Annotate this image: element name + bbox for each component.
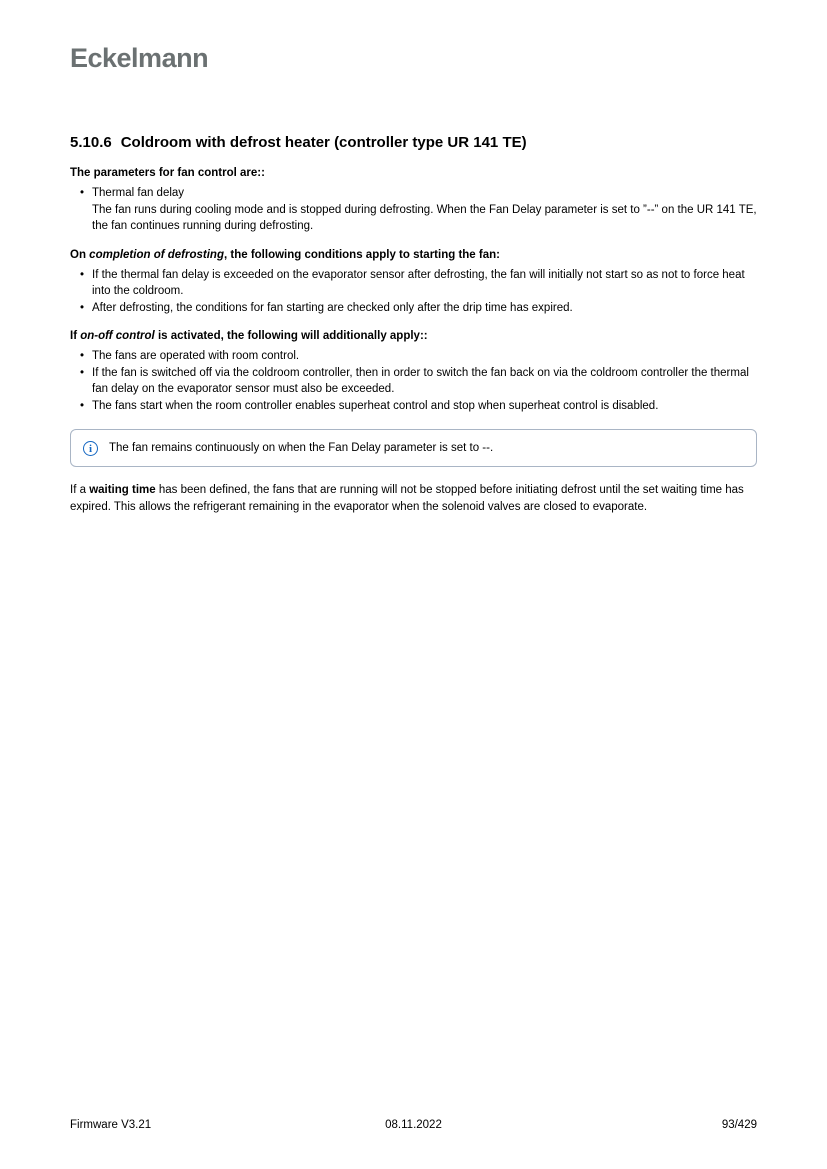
bullet-marker: • [80, 268, 85, 281]
section-heading [70, 133, 757, 153]
bullet-item [70, 365, 757, 398]
closing-paragraph [70, 482, 757, 515]
lead-fan-parameters: The parameters for fan control are:: [70, 167, 265, 179]
bullet-item [70, 185, 757, 235]
lead-on-off-control [70, 328, 757, 344]
lead-text: If [70, 330, 81, 342]
bullet-text: The fans start when the room controller enables superheat control and stop when superheat control is disabled. [92, 399, 659, 412]
paragraph-text: If a [70, 484, 90, 496]
bullet-text: The fans are operated with room control. [92, 350, 300, 362]
footer-page-number: 93/429 [721, 1119, 757, 1131]
bullet-list-on-off-control [70, 348, 757, 414]
paragraph-text: has been defined, the fans that are running will not be stopped before initiating defrost until the set waiting time has expired. This allows the refrigerant remaining in the evaporator when the solenoid valves are closed to evaporate. [70, 484, 744, 513]
bullet-list-completion [70, 267, 757, 317]
footer-date: 08.11.2022 [385, 1119, 442, 1131]
section-title: Coldroom with defrost heater (controller type UR 141 TE) [120, 134, 527, 151]
bullet-marker: • [80, 301, 85, 314]
bullet-item [70, 348, 757, 365]
bullet-marker: • [80, 399, 85, 412]
page-footer [70, 1118, 757, 1133]
lead-emphasis: completion of defrosting [89, 248, 224, 261]
lead-text: is activated, the following will additionally apply:: [154, 330, 428, 342]
lead-emphasis: on-off control [80, 330, 155, 342]
bullet-marker: • [80, 366, 85, 379]
bullet-item [70, 267, 757, 300]
bullet-line: Thermal fan delay [92, 187, 185, 199]
bullet-item [70, 300, 757, 317]
info-icon: i [83, 441, 98, 456]
paragraph-bold-text: waiting time [89, 484, 156, 496]
bullet-text: After defrosting, the conditions for fan starting are checked only after the drip time has expired. [92, 301, 573, 314]
bullet-text [92, 185, 757, 235]
eckelmann-logo: Eckelmann [70, 43, 209, 73]
section-number: 5.10.6 [70, 134, 112, 151]
bullet-marker: • [80, 350, 85, 362]
lead-completion-of-defrosting [70, 247, 757, 263]
bullet-item [70, 398, 757, 415]
bullet-text: If the fan is switched off via the coldroom controller, then in order to switch the fan back on via the coldroom controller the thermal fan delay on the evaporator sensor must also be exceeded. [92, 366, 749, 395]
info-note-text: The fan remains continuously on when the Fan Delay parameter is set to --. [109, 442, 494, 454]
lead-text: , the following conditions apply to starting the fan: [223, 248, 500, 261]
bullet-list-fan-parameters [70, 185, 757, 235]
bullet-text: If the thermal fan delay is exceeded on the evaporator sensor after defrosting, the fan will initially not start so as not to force heat into the coldroom. [92, 268, 745, 297]
info-note-box [70, 429, 757, 467]
lead-text: On [70, 248, 90, 261]
bullet-line: The fan runs during cooling mode and is stopped during defrosting. When the Fan Delay parameter is set to ”--” on the UR 141 TE, the fan continues running during defrosting. [92, 203, 757, 232]
bullet-marker: • [80, 187, 85, 199]
footer-firmware-version: Firmware V3.21 [70, 1119, 152, 1131]
